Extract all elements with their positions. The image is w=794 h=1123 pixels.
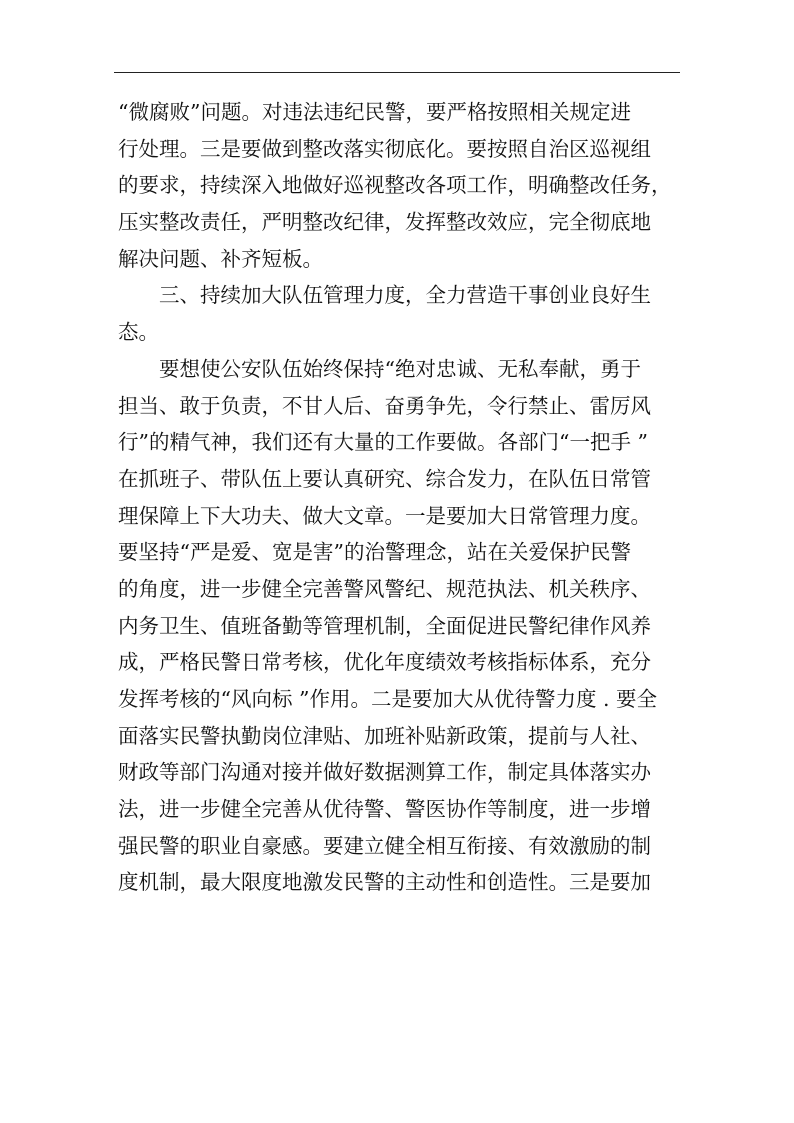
section-heading-line-2: 态。: [118, 320, 159, 345]
text-line-18: 面落实民警执勤岗位津贴、加班补贴新政策，提前与人社、: [118, 723, 651, 748]
text-line-15: 内务卫生、值班备勤等管理机制，全面促进民警纪律作风养: [118, 613, 651, 638]
text-line-9: 担当、敢于负责，不甘人后、奋勇争先，令行禁止、雷厉风: [118, 393, 651, 418]
text-line-10: 行”的精气神，我们还有大量的工作要做。各部门“一把手 ”: [118, 430, 648, 455]
text-line-14: 的角度，进一步健全完善警风警纪、规范执法、机关秩序、: [118, 576, 651, 601]
text-line-4: 压实整改责任，严明整改纪律，发挥整改效应，完全彻底地: [118, 210, 651, 235]
text-line-5: 解决问题、补齐短板。: [118, 246, 323, 271]
text-line-1: “微腐败”问题。对违法违纪民警，要严格按照相关规定进: [118, 100, 631, 124]
text-line-20: 法，进一步健全完善从优待警、警医协作等制度，进一步增: [118, 797, 651, 822]
section-heading-line-1: 三、持续加大队伍管理力度，全力营造干事创业良好生: [118, 283, 651, 308]
text-line-21: 强民警的职业自豪感。要建立健全相互衔接、有效激励的制: [118, 833, 651, 858]
text-line-13: 要坚持“严是爱、宽是害”的治警理念，站在关爱保护民警: [118, 540, 631, 565]
text-line-8: 要想使公安队伍始终保持“绝对忠诚、无私奉献，勇于: [118, 356, 641, 381]
document-body: [118, 94, 678, 901]
text-line-3: 的要求，持续深入地做好巡视整改各项工作，明确整改任务，: [118, 173, 672, 198]
text-line-16: 成，严格民警日常考核，优化年度绩效考核指标体系，充分: [118, 650, 651, 675]
text-line-11: 在抓班子、带队伍上要认真研究、综合发力，在队伍日常管: [118, 466, 651, 491]
text-line-12: 理保障上下大功夫、做大文章。一是要加大日常管理力度。: [118, 503, 651, 528]
text-line-2: 行处理。三是要做到整改落实彻底化。要按照自治区巡视组: [118, 136, 651, 161]
header-rule: [114, 72, 680, 73]
text-line-17: 发挥考核的“风向标 ”作用。二是要加大从优待警力度 . 要全: [118, 687, 658, 711]
text-line-19: 财政等部门沟通对接并做好数据测算工作，制定具体落实办: [118, 760, 651, 785]
text-line-22: 度机制，最大限度地激发民警的主动性和创造性。三是要加: [118, 870, 651, 895]
